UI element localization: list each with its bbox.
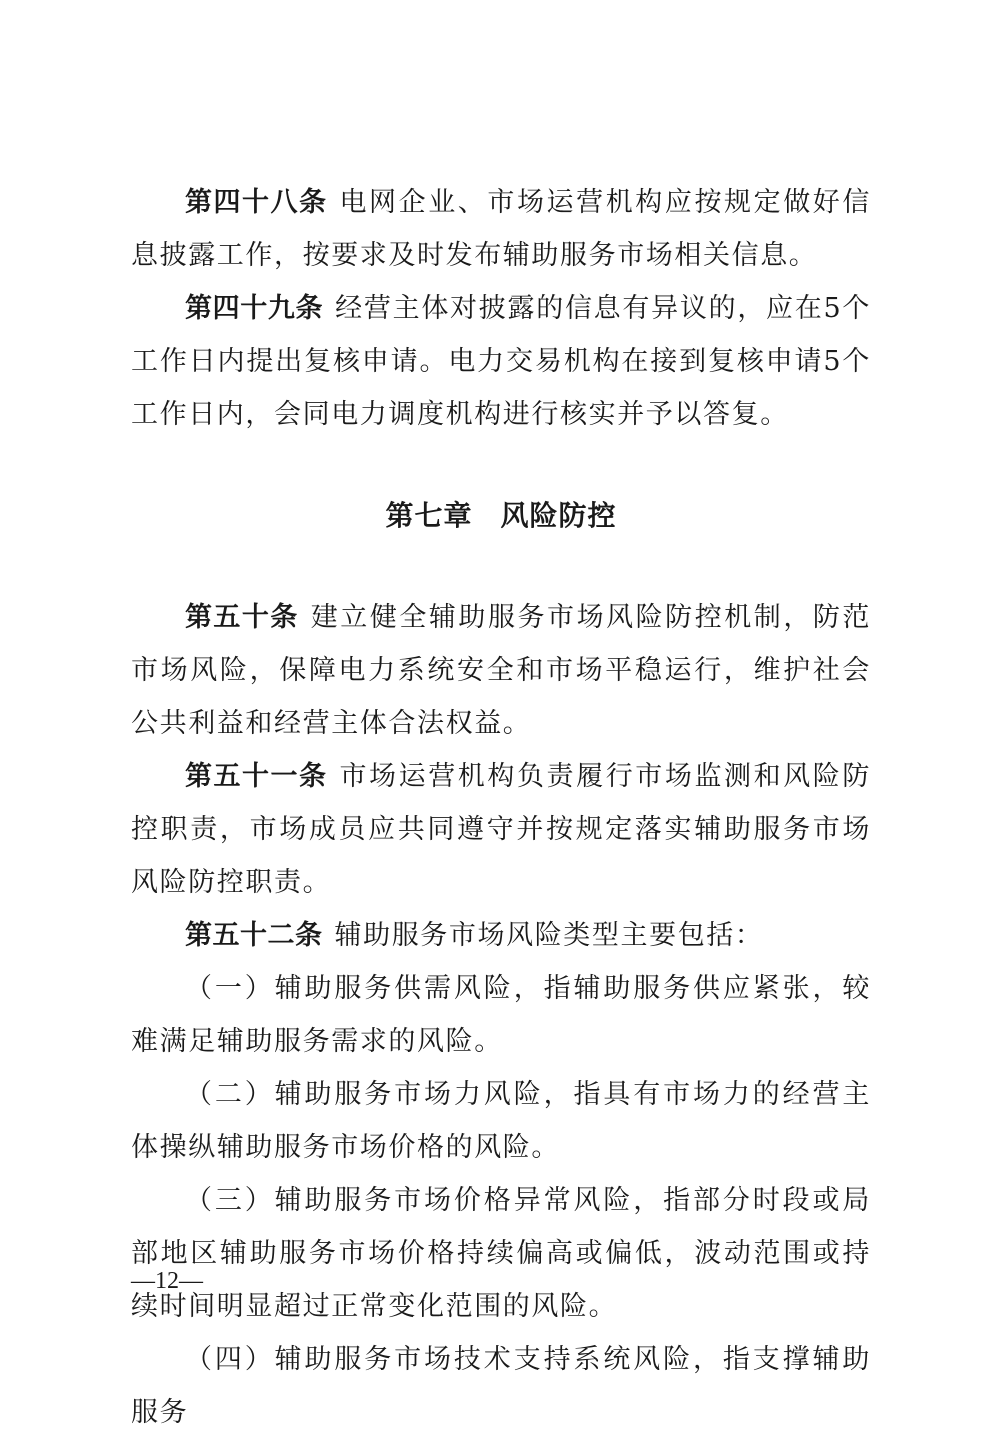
article-number: 第四十八条 (185, 187, 328, 218)
list-item: （二）辅助服务市场力风险，指具有市场力的经营主体操纵辅助服务市场价格的风险。 (131, 1079, 871, 1163)
list-item: （三）辅助服务市场价格异常风险，指部分时段或局部地区辅助服务市场价格持续偏高或偏低，波动范围或持续时间明显超过正常变化范围的风险。 (131, 1185, 871, 1322)
article-49 (131, 282, 871, 441)
article-text: 辅助服务市场风险类型主要包括： (334, 920, 764, 951)
chapter-heading (131, 441, 871, 591)
page-number: —12— (131, 1268, 203, 1294)
article-50 (131, 591, 871, 750)
article-text: 电网企业、市场运营机构应按规定做好信息披露工作，按要求及时发布辅助服务市场相关信息。 (131, 187, 871, 271)
chapter-number: 第七章 (385, 499, 473, 532)
article-text: 市场运营机构负责履行市场监测和风险防控职责，市场成员应共同遵守并按规定落实辅助服务市场风险防控职责。 (131, 761, 871, 898)
article-number: 第五十条 (185, 602, 299, 633)
article-number: 第五十二条 (185, 920, 323, 951)
article-text: 经营主体对披露的信息有异议的，应在5个工作日内提出复核申请。电力交易机构在接到复核申请5个工作日内，会同电力调度机构进行核实并予以答复。 (131, 293, 872, 430)
article-52 (131, 909, 871, 962)
article-number: 第五十一条 (185, 761, 328, 792)
article-number: 第四十九条 (185, 293, 324, 324)
article-48 (131, 176, 871, 282)
chapter-title: 风险防控 (500, 499, 617, 532)
list-item: （一）辅助服务供需风险，指辅助服务供应紧张，较难满足辅助服务需求的风险。 (131, 973, 871, 1057)
article-51 (131, 750, 871, 909)
list-item: （四）辅助服务市场技术支持系统风险，指支撑辅助服务 (131, 1344, 871, 1428)
article-text: 建立健全辅助服务市场风险防控机制，防范市场风险，保障电力系统安全和市场平稳运行，维护社会公共利益和经营主体合法权益。 (131, 602, 871, 739)
document-body (131, 176, 871, 1439)
